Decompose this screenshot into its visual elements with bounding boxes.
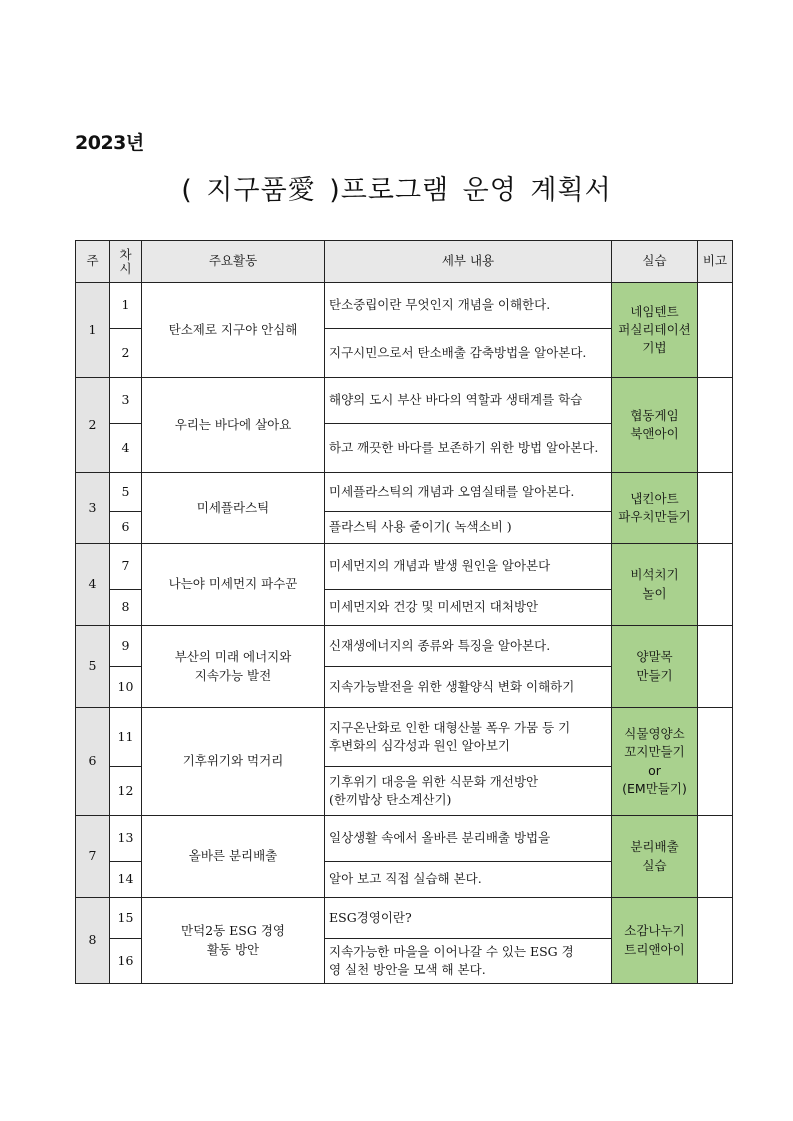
table-row — [76, 626, 733, 667]
session-detail: 알아 보고 직접 실습해 본다. — [325, 862, 612, 898]
session-number: 2 — [110, 329, 142, 378]
table-row — [76, 378, 733, 424]
session-number: 1 — [110, 283, 142, 329]
session-number: 8 — [110, 590, 142, 626]
year-label: 2023년 — [75, 132, 144, 154]
main-activity: 올바른 분리배출 — [142, 816, 325, 898]
session-detail: 지속가능발전을 위한 생활양식 변화 이해하기 — [325, 667, 612, 708]
session-number: 10 — [110, 667, 142, 708]
document-title: ( 지구품愛 )프로그램 운영 계획서 — [181, 175, 612, 206]
note-cell — [698, 816, 733, 898]
lab-activity: 냅킨아트 파우치만들기 — [612, 473, 698, 544]
header-session-label: 차 시 — [119, 246, 132, 276]
week-number: 3 — [76, 473, 110, 544]
session-detail: 플라스틱 사용 줄이기( 녹색소비 ) — [325, 512, 612, 544]
session-number: 4 — [110, 424, 142, 473]
session-detail: 기후위기 대응을 위한 식문화 개선방안 (한끼밥상 탄소계산기) — [325, 767, 612, 816]
lab-activity: 식물영양소 꼬지만들기 or (EM만들기) — [612, 708, 698, 816]
week-number: 5 — [76, 626, 110, 708]
week-number: 6 — [76, 708, 110, 816]
table-row — [76, 898, 733, 939]
header-note: 비고 — [698, 241, 733, 283]
main-activity: 기후위기와 먹거리 — [142, 708, 325, 816]
session-number: 9 — [110, 626, 142, 667]
week-number: 2 — [76, 378, 110, 473]
table-row — [76, 473, 733, 512]
session-number: 7 — [110, 544, 142, 590]
session-number: 13 — [110, 816, 142, 862]
note-cell — [698, 378, 733, 473]
session-number: 15 — [110, 898, 142, 939]
session-number: 6 — [110, 512, 142, 544]
session-number: 5 — [110, 473, 142, 512]
lab-activity: 비석치기 놀이 — [612, 544, 698, 626]
session-number: 12 — [110, 767, 142, 816]
session-detail: ESG경영이란? — [325, 898, 612, 939]
note-cell — [698, 626, 733, 708]
session-number: 11 — [110, 708, 142, 767]
lab-activity: 양말목 만들기 — [612, 626, 698, 708]
header-session — [110, 241, 142, 283]
note-cell — [698, 544, 733, 626]
lab-activity: 소감나누기 트리앤아이 — [612, 898, 698, 984]
session-detail: 일상생활 속에서 올바른 분리배출 방법을 — [325, 816, 612, 862]
session-number: 14 — [110, 862, 142, 898]
session-detail: 지구시민으로서 탄소배출 감축방법을 알아본다. — [325, 329, 612, 378]
week-number: 4 — [76, 544, 110, 626]
program-plan-table — [75, 240, 733, 984]
session-detail: 하고 깨끗한 바다를 보존하기 위한 방법 알아본다. — [325, 424, 612, 473]
session-number: 16 — [110, 939, 142, 984]
lab-activity: 협동게임 북앤아이 — [612, 378, 698, 473]
lab-activity: 분리배출 실습 — [612, 816, 698, 898]
main-activity: 미세플라스틱 — [142, 473, 325, 544]
table-header-row — [76, 241, 733, 283]
header-lab: 실습 — [612, 241, 698, 283]
header-detail: 세부 내용 — [325, 241, 612, 283]
week-number: 8 — [76, 898, 110, 984]
session-detail: 미세먼지의 개념과 발생 원인을 알아본다 — [325, 544, 612, 590]
note-cell — [698, 283, 733, 378]
main-activity: 만덕2동 ESG 경영 활동 방안 — [142, 898, 325, 984]
main-activity: 부산의 미래 에너지와 지속가능 발전 — [142, 626, 325, 708]
week-number: 7 — [76, 816, 110, 898]
session-detail: 지구온난화로 인한 대형산불 폭우 가뭄 등 기 후변화의 심각성과 원인 알아보기 — [325, 708, 612, 767]
session-number: 3 — [110, 378, 142, 424]
table-row — [76, 283, 733, 329]
table-row — [76, 544, 733, 590]
session-detail: 탄소중립이란 무엇인지 개념을 이해한다. — [325, 283, 612, 329]
week-number: 1 — [76, 283, 110, 378]
table-row — [76, 816, 733, 862]
header-week: 주 — [76, 241, 110, 283]
session-detail: 지속가능한 마을을 이어나갈 수 있는 ESG 경 영 실천 방안을 모색 해 본다. — [325, 939, 612, 984]
table-body — [76, 283, 733, 984]
main-activity: 나는야 미세먼지 파수꾼 — [142, 544, 325, 626]
session-detail: 신재생에너지의 종류와 특징을 알아본다. — [325, 626, 612, 667]
main-activity: 우리는 바다에 살아요 — [142, 378, 325, 473]
table-row — [76, 708, 733, 767]
main-activity: 탄소제로 지구야 안심해 — [142, 283, 325, 378]
session-detail: 미세플라스틱의 개념과 오염실태를 알아본다. — [325, 473, 612, 512]
header-main-activity: 주요활동 — [142, 241, 325, 283]
session-detail: 해양의 도시 부산 바다의 역할과 생태계를 학습 — [325, 378, 612, 424]
session-detail: 미세먼지와 건강 및 미세먼지 대처방안 — [325, 590, 612, 626]
lab-activity: 네임텐트 퍼실리테이션 기법 — [612, 283, 698, 378]
note-cell — [698, 473, 733, 544]
note-cell — [698, 898, 733, 984]
note-cell — [698, 708, 733, 816]
